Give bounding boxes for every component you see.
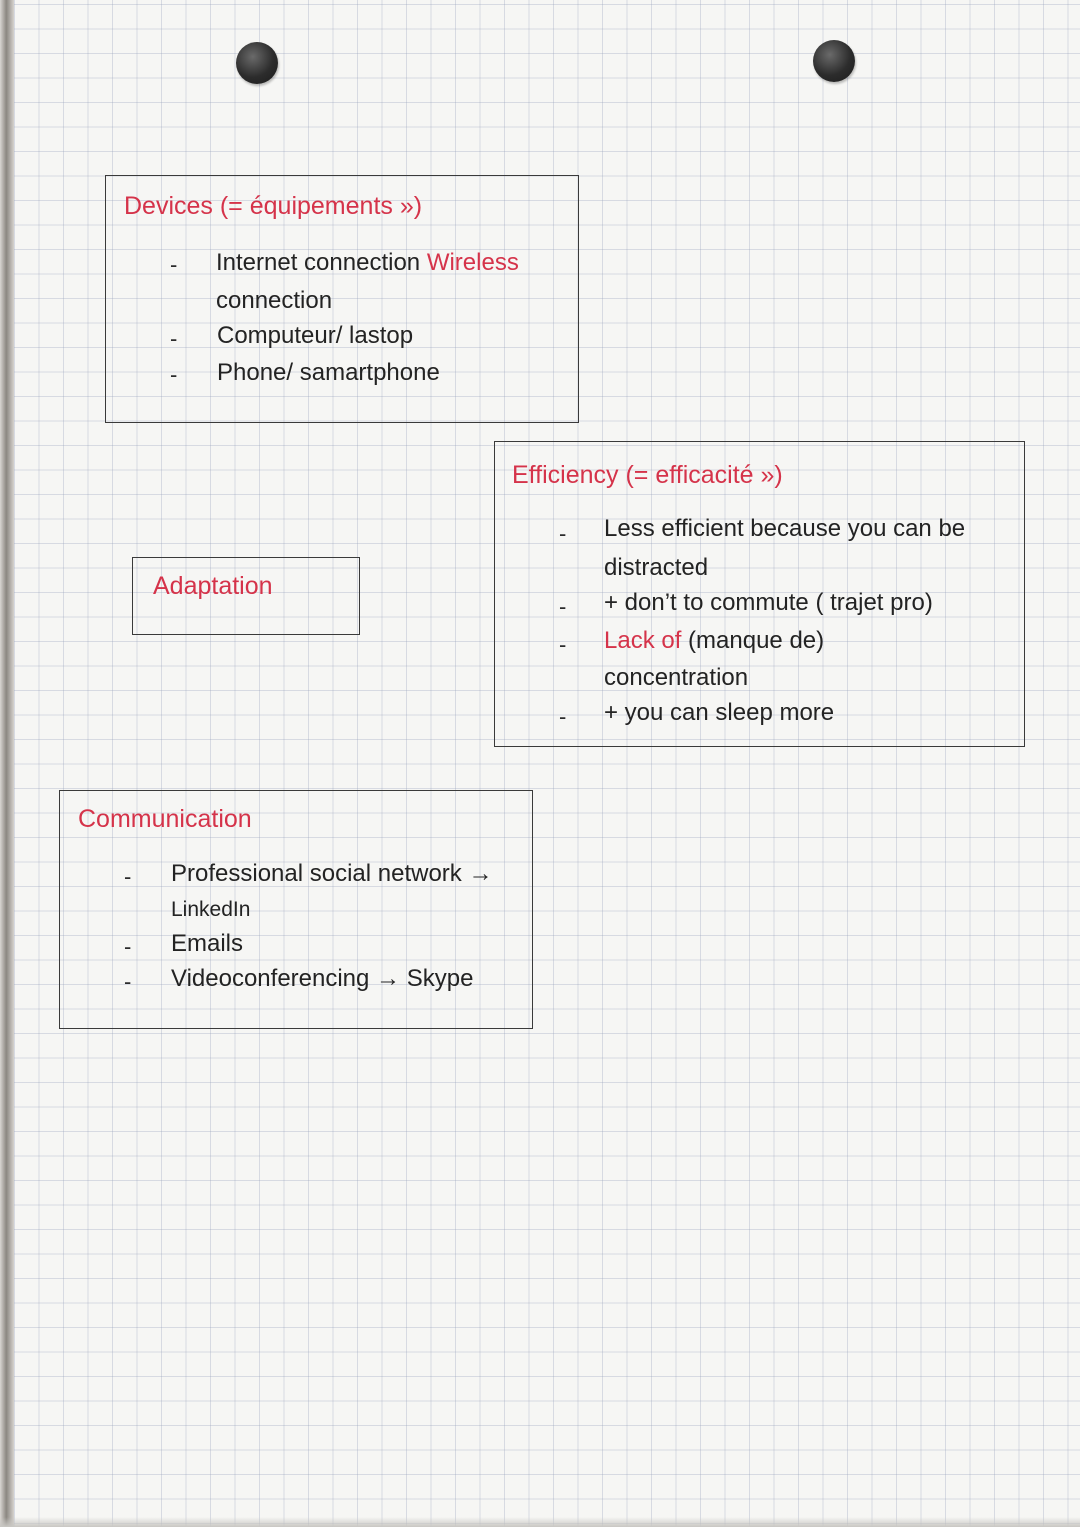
list-bullet: - [124, 969, 132, 994]
communication-line-videoconf: Videoconferencing → Skype [171, 965, 474, 992]
list-bullet: - [559, 594, 567, 619]
efficiency-line-concentration: concentration [604, 664, 749, 691]
list-bullet: - [124, 864, 132, 889]
adaptation-title: Adaptation [153, 572, 273, 600]
communication-line-linkedin: LinkedIn [171, 898, 251, 921]
list-bullet: - [559, 704, 567, 729]
efficiency-line-distracted: distracted [604, 554, 709, 581]
devices-item-connection: connection [216, 287, 333, 314]
communication-line-emails: Emails [171, 930, 244, 957]
list-bullet: - [170, 362, 178, 387]
list-bullet: - [170, 326, 178, 351]
punch-hole-left [236, 42, 278, 84]
list-bullet: - [170, 252, 178, 277]
punch-hole-right [813, 40, 855, 82]
communication-line-network: Professional social network → [171, 860, 493, 887]
efficiency-lack-of-rest: (manque de) [681, 627, 825, 654]
list-bullet: - [124, 934, 132, 959]
devices-item-wireless: Wireless [426, 249, 519, 276]
page-bottom-edge [0, 1517, 1080, 1527]
efficiency-lack-of-red: Lack of [604, 627, 682, 654]
efficiency-title: Efficiency (= efficacité ») [512, 461, 783, 489]
devices-item-computer: Computeur/ lastop [217, 322, 414, 349]
devices-title: Devices (= équipements ») [124, 192, 423, 220]
efficiency-line-lack-of [604, 627, 824, 655]
efficiency-line-sleep: + you can sleep more [604, 699, 835, 726]
communication-title: Communication [78, 805, 252, 833]
list-bullet: - [559, 632, 567, 657]
page-binding-edge [0, 0, 14, 1527]
list-bullet: - [559, 521, 567, 546]
efficiency-line-commute: + don’t to commute ( trajet pro) [604, 589, 933, 616]
efficiency-line-1: Less efficient because you can be [604, 515, 966, 542]
devices-item-internet [216, 249, 519, 277]
devices-item-internet-text: Internet connection [216, 249, 427, 276]
devices-item-phone: Phone/ samartphone [217, 359, 440, 386]
